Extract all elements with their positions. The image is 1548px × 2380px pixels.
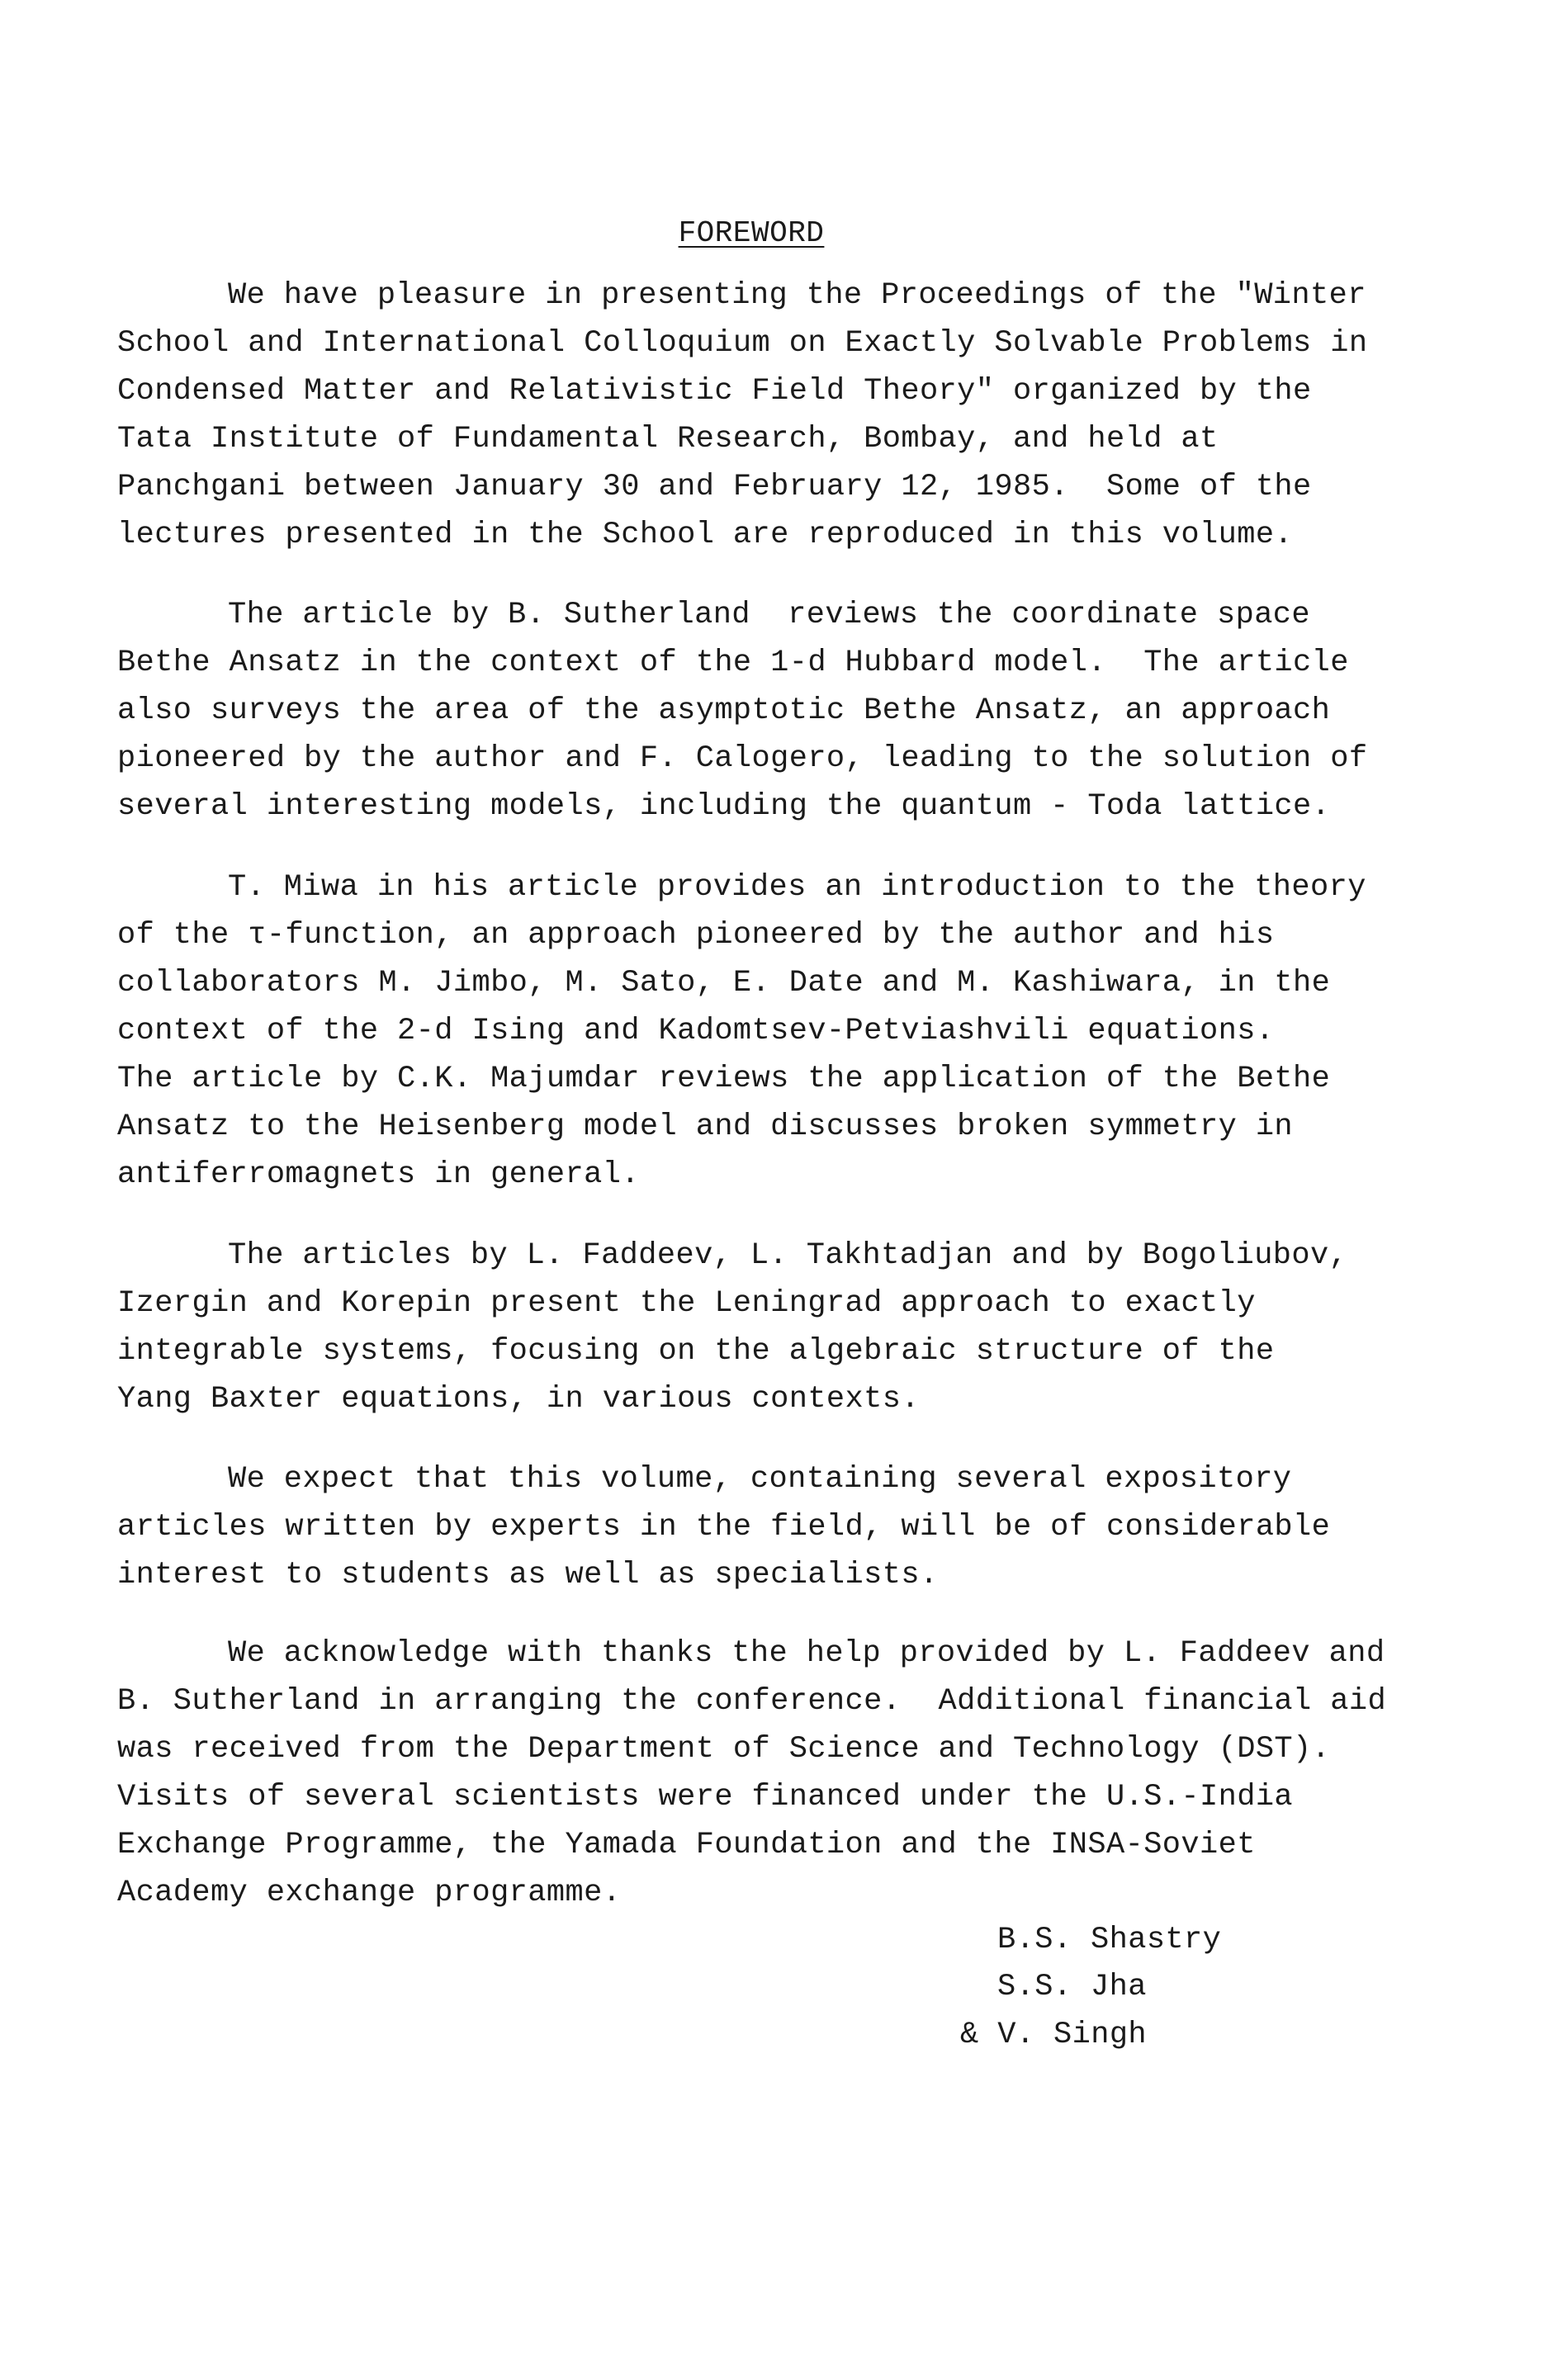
signatory-name: B.S. Shastry	[997, 1923, 1222, 1957]
text-line: lectures presented in the School are reproduced in this volume.	[117, 518, 1294, 552]
text-line: interest to students as well as specialists.	[117, 1558, 939, 1592]
text-line: Yang Baxter equations, in various contexts.	[117, 1382, 920, 1417]
text-line: pioneered by the author and F. Calogero, leading to the solution of	[117, 741, 1368, 776]
text-line: Bethe Ansatz in the context of the 1-d Hubbard model. The article	[117, 646, 1349, 680]
text-line: T. Miwa in his article provides an introduction to the theory	[228, 870, 1366, 905]
text-line: of the τ-function, an approach pioneered by the author and his	[117, 918, 1275, 953]
text-line: Panchgani between January 30 and February 12, 1985. Some of the	[117, 470, 1312, 504]
text-line: Tata Institute of Fundamental Research, Bombay, and held at	[117, 422, 1219, 457]
text-line: We expect that this volume, containing several expository	[228, 1462, 1292, 1497]
text-line: We acknowledge with thanks the help provided by L. Faddeev and	[228, 1636, 1385, 1671]
text-line: Condensed Matter and Relativistic Field Theory" organized by the	[117, 374, 1312, 409]
text-line: several interesting models, including the quantum - Toda lattice.	[117, 789, 1331, 824]
text-line: The articles by L. Faddeev, L. Takhtadjan and by Bogoliubov,	[228, 1238, 1348, 1273]
text-line: Visits of several scientists were financed under the U.S.-India	[117, 1780, 1294, 1815]
text-line: Izergin and Korepin present the Leningrad approach to exactly	[117, 1286, 1256, 1321]
signatory-name: & V. Singh	[960, 2018, 1148, 2052]
text-line: also surveys the area of the asymptotic Bethe Ansatz, an approach	[117, 693, 1331, 728]
text-line: B. Sutherland in arranging the conference. Additional financial aid	[117, 1684, 1387, 1719]
text-line: Academy exchange programme.	[117, 1876, 622, 1910]
text-line: was received from the Department of Science and Technology (DST).	[117, 1732, 1331, 1767]
text-line: The article by C.K. Majumdar reviews the application of the Bethe	[117, 1062, 1331, 1096]
text-line: context of the 2-d Ising and Kadomtsev-Petviashvili equations.	[117, 1014, 1275, 1048]
text-line: antiferromagnets in general.	[117, 1157, 640, 1192]
text-line: articles written by experts in the field, will be of considerable	[117, 1510, 1331, 1545]
text-line: We have pleasure in presenting the Proceedings of the "Winter	[228, 278, 1366, 313]
text-line: The article by B. Sutherland reviews the coordinate space	[228, 598, 1311, 632]
text-line: School and International Colloquium on Exactly Solvable Problems in	[117, 326, 1368, 361]
text-line: integrable systems, focusing on the algebraic structure of the	[117, 1334, 1275, 1369]
text-line: Ansatz to the Heisenberg model and discusses broken symmetry in	[117, 1110, 1294, 1144]
text-line: collaborators M. Jimbo, M. Sato, E. Date and M. Kashiwara, in the	[117, 966, 1331, 1001]
text-line: Exchange Programme, the Yamada Foundation and the INSA-Soviet	[117, 1828, 1256, 1862]
signatory-name: S.S. Jha	[997, 1970, 1147, 2004]
page-title: FOREWORD	[678, 216, 825, 250]
